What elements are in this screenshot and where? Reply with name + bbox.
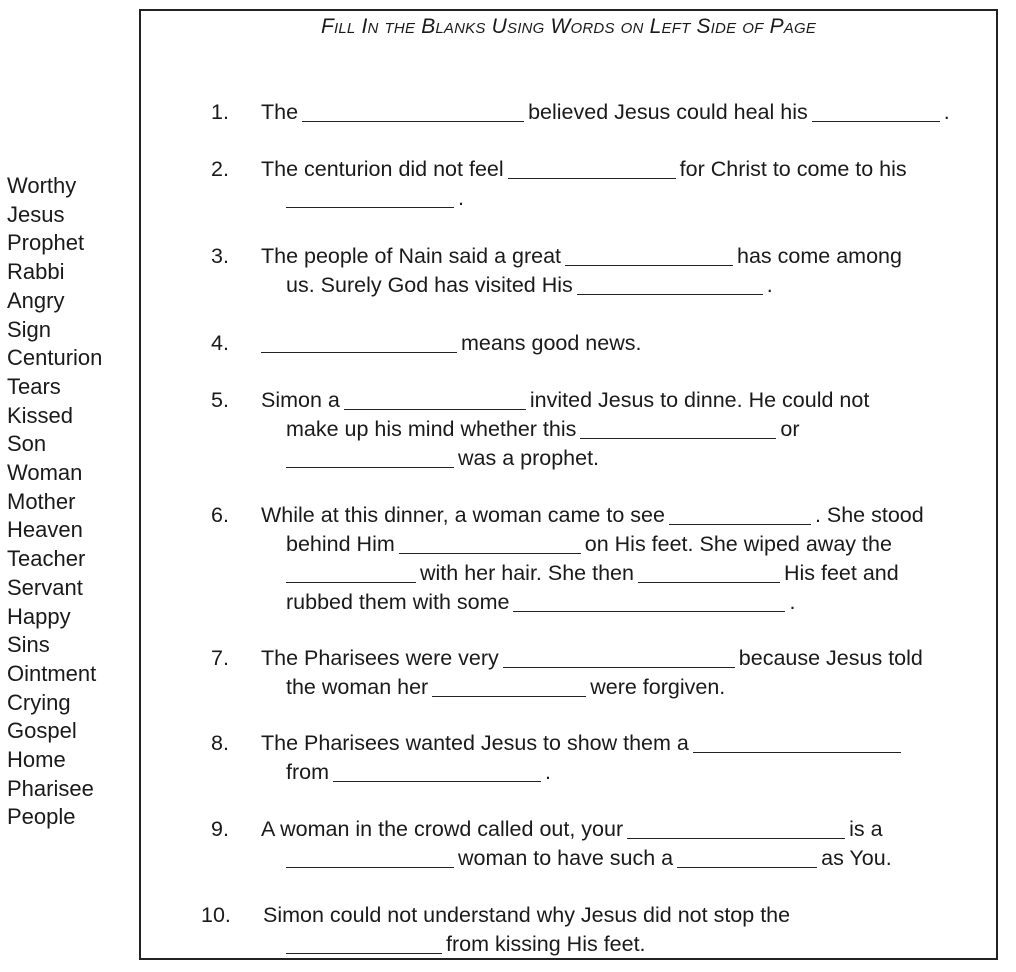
answer-blank[interactable] (565, 245, 733, 266)
question-text: invited Jesus to dinne. He could not (529, 388, 870, 412)
question-number: 5. (211, 388, 229, 412)
question-number: 2. (211, 157, 229, 181)
answer-blank[interactable] (677, 847, 817, 868)
question-number: 3. (211, 244, 229, 268)
answer-blank[interactable] (286, 847, 454, 868)
answer-blank[interactable] (577, 274, 763, 295)
question-text: . She stood (814, 503, 924, 527)
question-text: . (766, 273, 773, 297)
answer-blank[interactable] (812, 101, 940, 122)
question-number: 9. (211, 817, 229, 841)
question-text: because Jesus told (738, 646, 923, 670)
question-text: Simon could not understand why Jesus did not stop the (263, 903, 791, 927)
question-text: The (261, 100, 299, 124)
question-number: 10. (201, 903, 231, 927)
answer-blank[interactable] (344, 389, 526, 410)
question-8 (211, 729, 997, 787)
question-text: . (789, 590, 796, 614)
question-1 (211, 98, 997, 127)
question-text: make up his mind whether this (286, 417, 577, 441)
answer-blank[interactable] (669, 504, 811, 525)
question-4 (211, 329, 997, 358)
word-bank-item: Centurion (7, 345, 103, 371)
word-bank-item: Mother (7, 488, 76, 514)
question-text: from kissing His feet. (446, 932, 646, 956)
answer-blank[interactable] (508, 158, 676, 179)
question-text: His feet and (783, 561, 899, 585)
word-bank-item: Woman (7, 460, 83, 486)
question-text: as You. (821, 846, 892, 870)
question-text: or (780, 417, 800, 441)
question-number: 1. (211, 100, 229, 124)
question-2 (211, 155, 997, 213)
word-bank-item: Sins (7, 632, 50, 658)
question-text: The Pharisees were very (261, 646, 499, 670)
question-5 (211, 386, 997, 473)
question-text: The centurion did not feel (261, 157, 504, 181)
word-bank-item: Prophet (7, 230, 85, 256)
word-bank-item: Crying (7, 689, 71, 715)
word-bank-item: Kissed (7, 402, 74, 428)
question-text: The people of Nain said a great (261, 244, 562, 268)
question-text: While at this dinner, a woman came to see (261, 503, 665, 527)
word-bank-item: Teacher (7, 546, 86, 572)
answer-blank[interactable] (627, 818, 845, 839)
question-3 (211, 242, 997, 300)
question-text: means good news. (461, 331, 642, 355)
question-text: the woman her (286, 675, 429, 699)
word-bank-item: Home (7, 747, 66, 773)
question-text: were forgiven. (590, 675, 726, 699)
question-text: from (286, 760, 329, 784)
question-text: . (545, 760, 551, 784)
answer-blank[interactable] (580, 418, 776, 439)
word-bank-item: Pharisee (7, 775, 94, 801)
word-bank-item: Gospel (7, 718, 77, 744)
answer-blank[interactable] (286, 933, 442, 954)
question-text: A woman in the crowd called out, your (261, 817, 624, 841)
question-text: us. Surely God has visited His (286, 273, 573, 297)
answer-blank[interactable] (302, 101, 524, 122)
word-bank-item: Son (7, 431, 47, 457)
word-bank-item: Angry (7, 287, 65, 313)
question-text: . (458, 186, 464, 210)
word-bank-item: Jesus (7, 201, 65, 227)
answer-blank[interactable] (638, 562, 780, 583)
question-text: on His feet. She wiped away the (584, 532, 892, 556)
question-text: Simon a (261, 388, 340, 412)
answer-blank[interactable] (513, 591, 785, 612)
answer-blank[interactable] (261, 332, 457, 353)
answer-blank[interactable] (286, 447, 454, 468)
question-text: woman to have such a (458, 846, 674, 870)
question-text: The Pharisees wanted Jesus to show them a (261, 731, 689, 755)
question-text: rubbed them with some (286, 590, 510, 614)
question-text: was a prophet. (458, 446, 600, 470)
word-bank-item: Rabbi (7, 259, 65, 285)
word-bank-item: Tears (7, 373, 61, 399)
word-bank-item: Heaven (7, 517, 83, 543)
question-6 (211, 501, 997, 617)
question-number: 7. (211, 646, 229, 670)
question-number: 6. (211, 503, 229, 527)
answer-blank[interactable] (286, 562, 416, 583)
word-bank-item: Ointment (7, 660, 97, 686)
question-text: . (943, 100, 950, 124)
worksheet-box (139, 9, 998, 960)
answer-blank[interactable] (693, 732, 901, 753)
question-text: believed Jesus could heal his (528, 100, 808, 124)
question-text: is a (849, 817, 883, 841)
word-bank (7, 172, 102, 832)
word-bank-item: People (7, 804, 76, 830)
answer-blank[interactable] (399, 533, 581, 554)
answer-blank[interactable] (286, 187, 454, 208)
answer-blank[interactable] (432, 676, 586, 697)
word-bank-item: Sign (7, 316, 52, 342)
question-text: behind Him (286, 532, 395, 556)
question-10 (201, 901, 997, 959)
question-text: for Christ to come to his (679, 157, 907, 181)
word-bank-item: Worthy (7, 173, 77, 198)
word-bank-item: Servant (7, 574, 83, 600)
question-text: with her hair. She then (420, 561, 634, 585)
question-number: 8. (211, 731, 229, 755)
worksheet-title: Fill In the Blanks Using Words on Left Side of Page (320, 15, 817, 38)
question-text: has come among (737, 244, 902, 268)
answer-blank[interactable] (333, 761, 541, 782)
word-bank-item: Happy (7, 603, 71, 629)
question-7 (211, 644, 997, 702)
answer-blank[interactable] (503, 647, 735, 668)
question-number: 4. (211, 331, 229, 355)
question-9 (211, 815, 997, 873)
